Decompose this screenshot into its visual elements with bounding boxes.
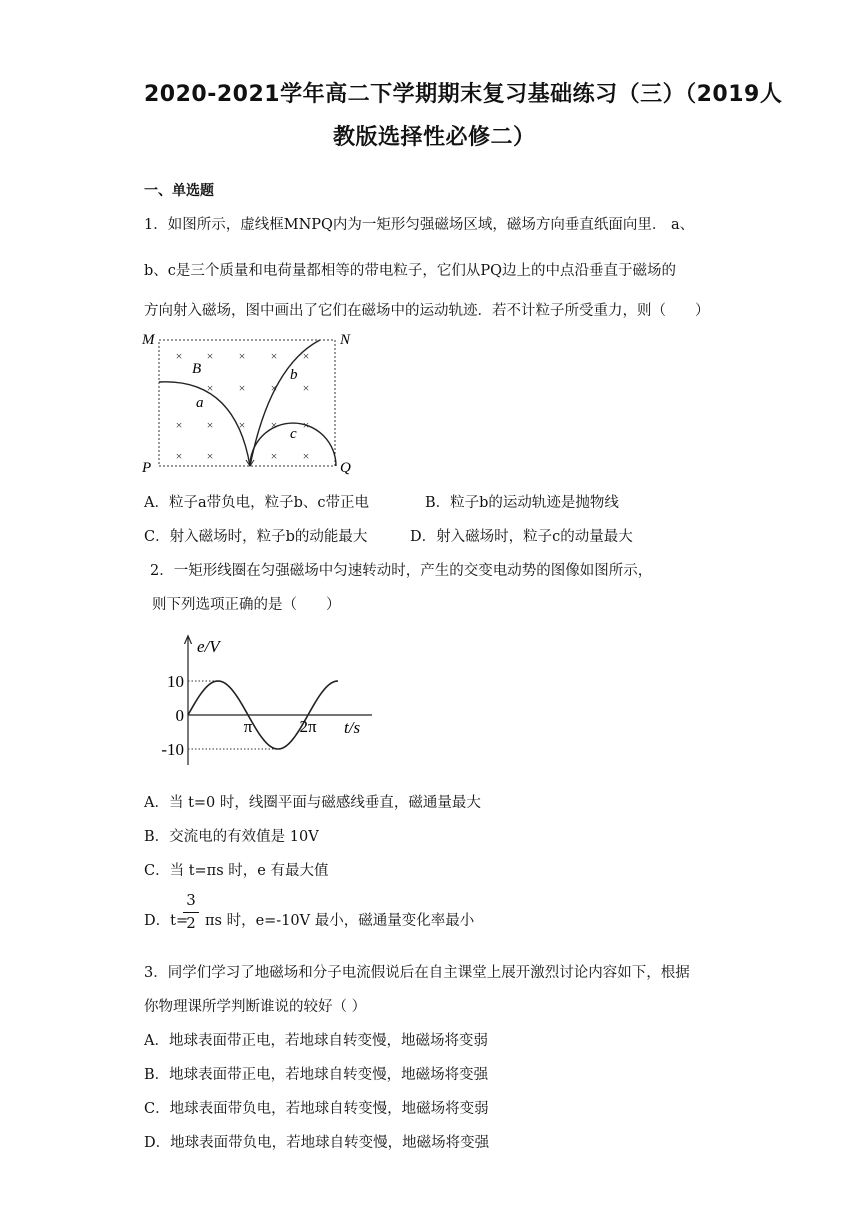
- fraction-denominator: 2: [183, 912, 199, 932]
- q2-option-b: B．交流电的有效值是 10V: [144, 829, 319, 845]
- document-title-line2: 教版选择性必修二）: [333, 125, 536, 150]
- track-label-a: a: [196, 395, 204, 411]
- field-cross-icon: ×: [238, 349, 246, 363]
- q3-option-d: D．地球表面带负电，若地球自转变慢，地磁场将变强: [144, 1135, 490, 1151]
- field-cross-icon: ×: [238, 418, 246, 432]
- q1-option-b: B．粒子b的运动轨迹是抛物线: [425, 495, 619, 511]
- q1-stem-line3: 方向射入磁场，图中画出了它们在磁场中的运动轨迹．若不计粒子所受重力，则（ ）: [144, 303, 710, 319]
- field-cross-icon: ×: [302, 381, 310, 395]
- corner-label-N: N: [340, 332, 351, 348]
- q1-stem-line2: b、c是三个质量和电荷量都相等的带电粒子，它们从PQ边上的中点沿垂直于磁场的: [144, 263, 677, 279]
- q2-stem-line1: 2．一矩形线圈在匀强磁场中匀速转动时，产生的交变电动势的图像如图所示，: [150, 563, 653, 579]
- track-b-path: [250, 340, 320, 466]
- x-tick-label: 2π: [299, 717, 317, 736]
- q1-option-c: C．射入磁场时，粒子b的动能最大: [144, 529, 368, 545]
- field-cross-icon: ×: [238, 381, 246, 395]
- q3-option-b: B．地球表面带正电，若地球自转变慢，地磁场将变强: [144, 1067, 489, 1083]
- document-title-line1: 2020-2021学年高二下学期期末复习基础练习（三）（2019人: [144, 82, 783, 107]
- q3-stem-line2: 你物理课所学判断谁说的较好（ ）: [144, 999, 367, 1015]
- q3-option-a: A．地球表面带正电，若地球自转变慢，地磁场将变弱: [144, 1033, 488, 1049]
- fraction-numerator: 3: [186, 891, 196, 909]
- y-tick-label: 10: [167, 672, 184, 691]
- corner-label-Q: Q: [340, 460, 351, 476]
- y-axis-label: e/V: [197, 637, 220, 656]
- q2-option-d-suffix: πs 时，e=-10V 最小，磁通量变化率最小: [205, 913, 475, 929]
- field-cross-icon: ×: [302, 449, 310, 463]
- field-cross-icon: ×: [206, 449, 214, 463]
- field-cross-icon: ×: [206, 381, 214, 395]
- q2-option-a: A．当 t=0 时，线圈平面与磁感线垂直，磁通量最大: [144, 795, 481, 811]
- field-label-B: B: [192, 361, 202, 377]
- x-tick-label: π: [243, 717, 253, 736]
- x-axis-label: t/s: [344, 718, 361, 737]
- q1-option-d: D．射入磁场时，粒子c的动量最大: [410, 529, 633, 545]
- q2-stem-line2: 则下列选项正确的是（ ）: [152, 597, 341, 613]
- q1-stem-line1: 1．如图所示，虚线框MNPQ内为一矩形匀强磁场区域，磁场方向垂直纸面向里． a、: [144, 217, 695, 233]
- y-tick-label: -10: [161, 740, 184, 759]
- q3-option-c: C．地球表面带负电，若地球自转变慢，地磁场将变弱: [144, 1101, 489, 1117]
- field-cross-icon: ×: [175, 418, 183, 432]
- corner-label-P: P: [142, 460, 152, 476]
- field-cross-icon: ×: [270, 418, 278, 432]
- track-a-path: [159, 382, 250, 466]
- q2-option-c: C．当 t=πs 时，e 有最大值: [144, 863, 329, 879]
- field-cross-icon: ×: [270, 381, 278, 395]
- section-heading: 一、单选题: [144, 183, 214, 199]
- field-cross-icon: ×: [206, 349, 214, 363]
- q3-stem-line1: 3．同学们学习了地磁场和分子电流假说后在自主课堂上展开激烈讨论内容如下，根据: [144, 965, 690, 981]
- field-cross-icon: ×: [302, 349, 310, 363]
- y-tick-label: 0: [175, 706, 184, 725]
- field-cross-icon: ×: [270, 349, 278, 363]
- track-label-b: b: [290, 367, 298, 383]
- q2-option-d-prefix: D．t=: [144, 913, 189, 929]
- corner-label-M: M: [142, 332, 155, 348]
- field-cross-icon: ×: [175, 449, 183, 463]
- q1-magnetic-field-figure: [140, 326, 365, 478]
- field-cross-icon: ×: [302, 418, 310, 432]
- q2-option-d-fraction: [183, 892, 199, 932]
- track-label-c: c: [290, 426, 297, 442]
- field-cross-icon: ×: [206, 418, 214, 432]
- field-cross-icon: ×: [270, 449, 278, 463]
- emf-chart: [150, 628, 380, 770]
- field-cross-icon: ×: [175, 349, 183, 363]
- q1-option-a: A．粒子a带负电，粒子b、c带正电: [144, 495, 370, 511]
